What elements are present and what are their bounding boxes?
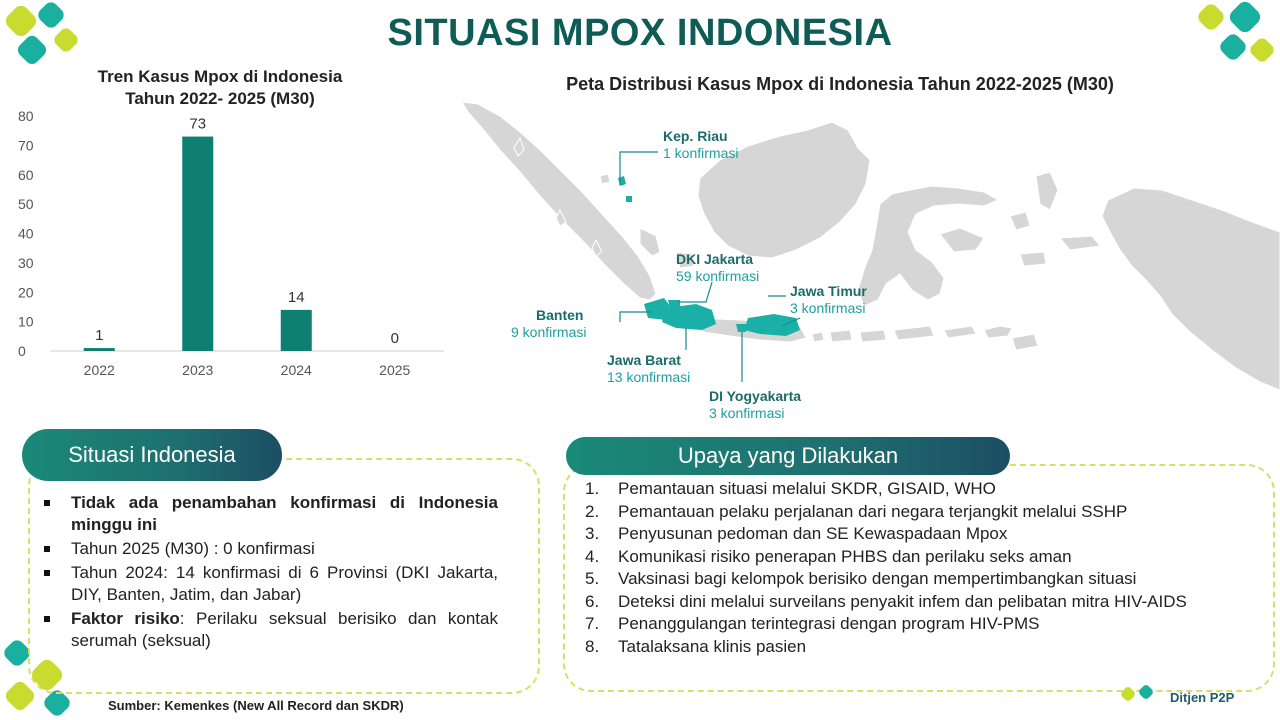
list-item-number: 7.: [585, 614, 600, 633]
source-note: Sumber: Kemenkes (New All Record dan SKDR): [108, 698, 404, 713]
map-title: Peta Distribusi Kasus Mpox di Indonesia Tahun 2022-2025 (M30): [566, 74, 1114, 94]
map-label-kep-riau: [663, 128, 738, 162]
map-label-name: Kep. Riau: [663, 128, 728, 144]
list-item-number: 1.: [585, 479, 600, 498]
footer-logo-text: Ditjen P2P: [1170, 690, 1235, 705]
list-item: [585, 478, 1265, 501]
map-label-name: DKI Jakarta: [676, 251, 754, 267]
list-item: [585, 546, 1265, 569]
indonesia-map: [455, 95, 1280, 425]
list-item-bold: Tidak ada penambahan konfirmasi di Indonesia minggu ini: [71, 493, 498, 534]
list-item-number: 5.: [585, 569, 600, 588]
right-panel-header: Upaya yang Dilakukan: [566, 437, 1010, 475]
y-tick-label: 70: [18, 137, 34, 154]
x-tick-label: 2023: [182, 362, 214, 378]
list-item-text: Deteksi dini melalui surveilans penyakit infem dan pelibatan mitra HIV-AIDS: [618, 591, 1187, 611]
y-tick-label: 60: [18, 166, 34, 183]
bar-chart: [0, 100, 450, 390]
list-item-text: Pemantauan pelaku perjalanan dari negara terjangkit melalui SSHP: [618, 501, 1128, 521]
list-item: [585, 501, 1265, 524]
list-item-number: 2.: [585, 501, 600, 521]
data-label: 1: [95, 327, 104, 345]
ditjen-logo-icon: [1118, 684, 1166, 708]
bar: [281, 310, 312, 351]
x-tick-label: 2024: [280, 362, 312, 378]
list-item-text: Vaksinasi bagi kelompok berisiko dengan mempertimbangkan situasi: [618, 569, 1137, 588]
y-tick-label: 40: [18, 225, 34, 242]
data-label: 14: [287, 288, 305, 306]
map-label-count: 3 konfirmasi: [709, 405, 785, 421]
list-item-text: Penanggulangan terintegrasi dengan program HIV-PMS: [618, 614, 1040, 633]
left-panel-list: [42, 492, 498, 654]
list-item: [585, 568, 1265, 591]
list-item: [585, 523, 1265, 546]
map-label-di-yogyakarta: [709, 388, 801, 422]
list-item: [42, 538, 498, 560]
data-label: 0: [390, 330, 399, 347]
y-tick-label: 30: [18, 254, 34, 271]
page-title: SITUASI MPOX INDONESIA: [387, 12, 893, 54]
bar: [182, 137, 213, 351]
bar: [84, 348, 115, 351]
y-tick-label: 20: [18, 284, 34, 301]
map-label-jawa-timur: [790, 283, 867, 317]
list-item-text: Tahun 2025 (M30) : 0 konfirmasi: [71, 539, 315, 558]
map-label-count: 9 konfirmasi: [511, 324, 587, 340]
papua-island: [1102, 188, 1280, 390]
list-item: [42, 562, 498, 606]
map-label-count: 3 konfirmasi: [790, 300, 866, 316]
x-tick-label: 2025: [379, 362, 411, 378]
map-label-name: Banten: [536, 307, 584, 323]
y-tick-label: 0: [18, 343, 26, 359]
list-item: [585, 636, 1265, 659]
list-item-text: Penyusunan pedoman dan SE Kewaspadaan Mpox: [618, 524, 1008, 543]
list-item-text: Tatalaksana klinis pasien: [618, 636, 807, 656]
chart-title-line2: Tahun 2022- 2025 (M30): [125, 89, 315, 108]
map-label-count: 1 konfirmasi: [663, 145, 739, 161]
jawa-barat-province: [662, 304, 716, 330]
map-label-jawa-barat: [607, 352, 690, 386]
list-item-text: : Perilaku seksual berisiko dan kontak serumah (seksual): [71, 609, 498, 650]
list-item: [585, 613, 1265, 636]
list-item: [42, 608, 498, 652]
list-item-text: Komunikasi risiko penerapan PHBS dan perilaku seks aman: [618, 546, 1072, 566]
y-tick-label: 50: [18, 196, 34, 213]
map-label-name: DI Yogyakarta: [709, 388, 802, 404]
map-label-name: Jawa Barat: [607, 352, 681, 368]
left-panel-header: Situasi Indonesia: [22, 429, 282, 481]
map-label-banten: [511, 307, 597, 341]
map-label-count: 13 konfirmasi: [607, 369, 691, 385]
x-tick-label: 2022: [83, 362, 115, 378]
map-label-count: 59 konfirmasi: [676, 268, 760, 284]
y-tick-label: 10: [18, 313, 34, 330]
map-label-dki-jakarta: [676, 251, 759, 285]
y-tick-label: 80: [18, 108, 34, 124]
list-item-number: 6.: [585, 591, 600, 611]
list-item-bold: Faktor risiko: [71, 609, 180, 628]
data-label: 73: [189, 115, 207, 133]
list-item: [42, 492, 498, 536]
map-label-name: Jawa Timur: [790, 283, 867, 299]
list-item-text: Pemantauan situasi melalui SKDR, GISAID, WHO: [618, 479, 996, 498]
list-item-text: Tahun 2024: 14 konfirmasi di 6 Provinsi (DKI Jakarta, DIY, Banten, Jatim, dan Jabar): [71, 563, 498, 604]
list-item-number: 4.: [585, 546, 600, 566]
list-item-number: 8.: [585, 636, 600, 656]
list-item: [585, 591, 1265, 614]
chart-title-line1: Tren Kasus Mpox di Indonesia: [97, 67, 343, 86]
right-panel-list: [585, 478, 1265, 658]
list-item-number: 3.: [585, 524, 600, 543]
